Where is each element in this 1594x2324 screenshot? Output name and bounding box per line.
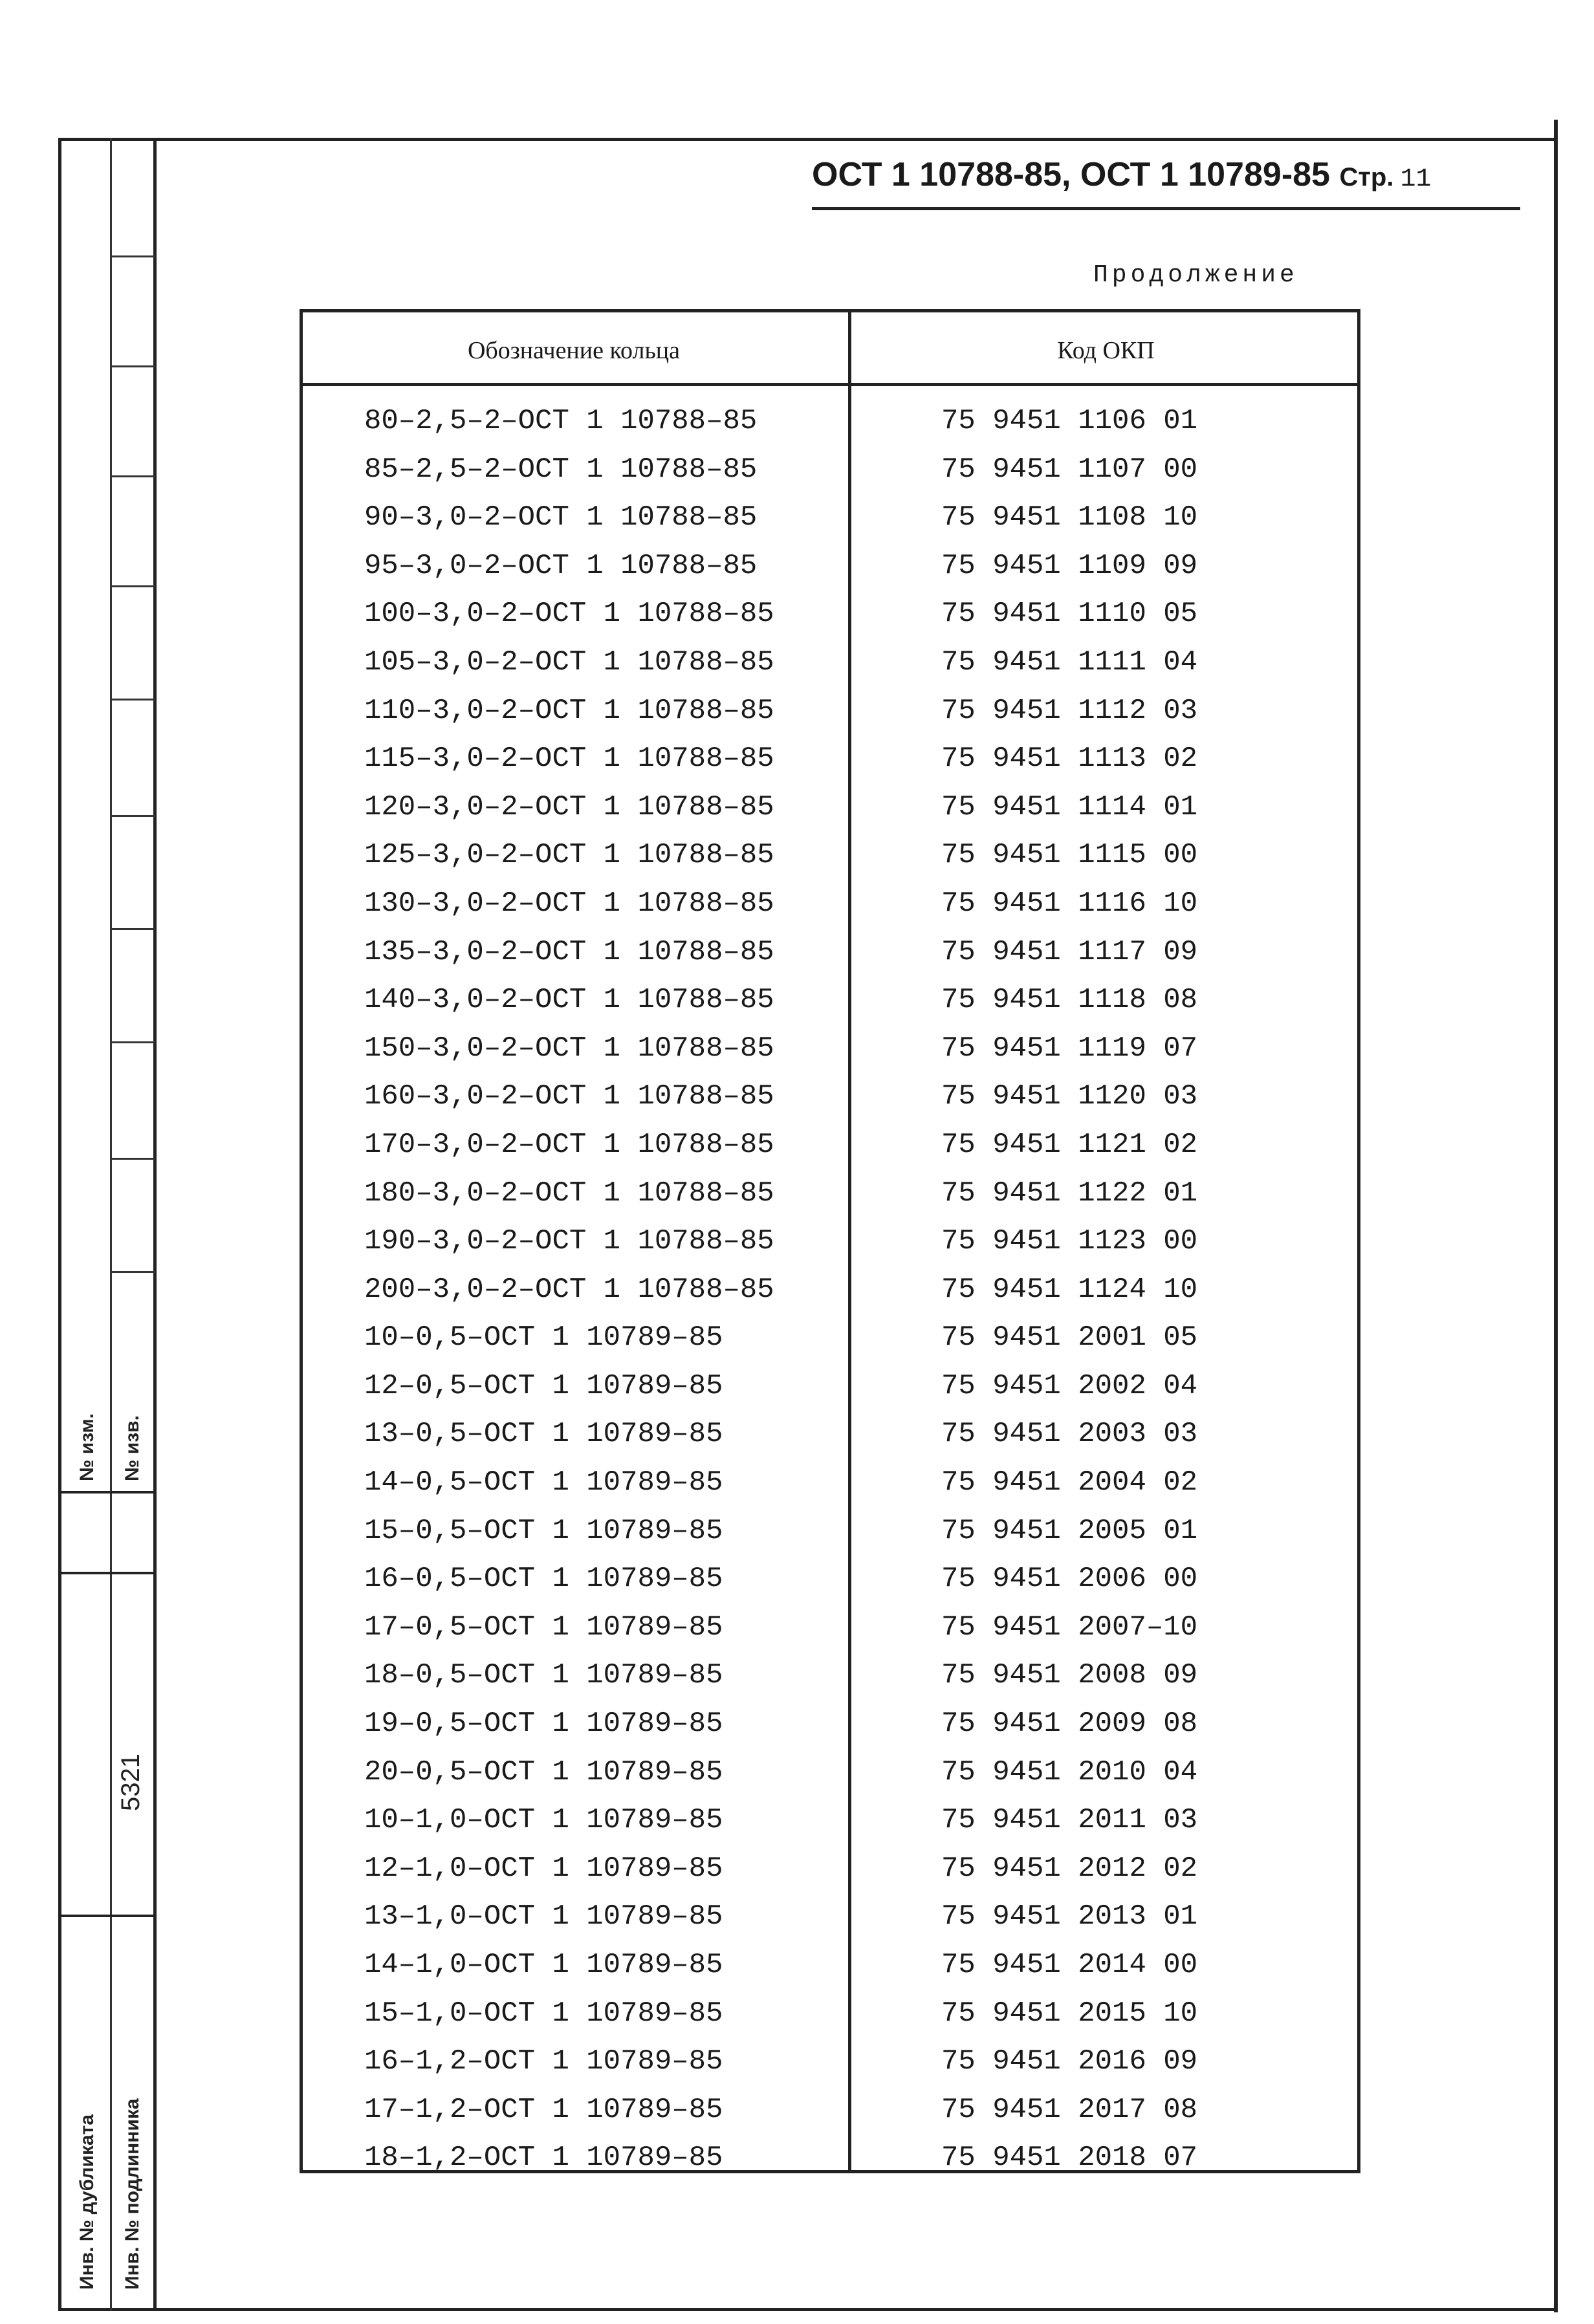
table-row [300,494,1360,542]
side-strip-tick [110,1158,155,1160]
table-row [300,1700,1360,1748]
okp-code: 75 9451 1113 02 [941,743,1198,776]
ring-designation: 125–3,0–2–ОСТ 1 10788–85 [364,839,774,872]
ring-designation: 120–3,0–2–ОСТ 1 10788–85 [364,790,774,823]
ring-designation: 135–3,0–2–ОСТ 1 10788–85 [364,935,774,968]
table-row [300,735,1360,783]
standard-number: ОСТ 1 10788-85, ОСТ 1 10789-85 [812,156,1330,193]
notice-no-label: № изв. [122,1415,143,1481]
page-number: 11 [1400,165,1432,194]
okp-code: 75 9451 2016 09 [941,2045,1198,2078]
table-row [300,1266,1360,1314]
side-strip-line [153,138,157,2311]
ring-designation: 16–1,2–ОСТ 1 10789–85 [364,2045,723,2078]
table-row [300,1459,1360,1507]
okp-code: 75 9451 1110 05 [941,598,1198,631]
side-strip-tick [110,1041,155,1043]
ring-designation: 85–2,5–2–ОСТ 1 10788–85 [364,453,758,486]
table-row [300,1555,1360,1603]
okp-code: 75 9451 2001 05 [941,1321,1198,1354]
ring-designation: 130–3,0–2–ОСТ 1 10788–85 [364,887,774,920]
duplicate-inv-label: Инв. № дубликата [76,2114,98,2290]
side-strip-divider [58,1915,155,1917]
table-row [300,1314,1360,1362]
column-header-designation: Обозначение кольца [467,337,680,364]
table-row [300,1025,1360,1073]
table-row [300,880,1360,928]
ring-designation: 90–3,0–2–ОСТ 1 10788–85 [364,501,758,534]
table-row [300,687,1360,735]
okp-code: 75 9451 2012 02 [941,1852,1198,1885]
column-header-okp: Код ОКП [1057,337,1155,364]
ring-designation: 13–0,5–ОСТ 1 10789–85 [364,1418,723,1451]
okp-code: 75 9451 2014 00 [941,1949,1198,1981]
header-underline [812,207,1520,210]
table-row [300,1507,1360,1556]
original-inv-value: 5321 [116,1754,145,1811]
ring-designation: 160–3,0–2–ОСТ 1 10788–85 [364,1080,774,1113]
okp-code: 75 9451 2002 04 [941,1369,1198,1402]
ring-designation: 105–3,0–2–ОСТ 1 10788–85 [364,646,774,679]
table-row [300,1362,1360,1411]
side-strip-line [110,138,112,2311]
okp-code: 75 9451 1111 04 [941,646,1198,679]
ring-designation: 150–3,0–2–ОСТ 1 10788–85 [364,1032,774,1065]
table-row [300,976,1360,1025]
table-row [300,446,1360,494]
frame-top-border [58,138,1558,141]
table-header-rule [300,383,1360,386]
original-inv-label: Инв. № подлинника [122,2098,143,2290]
ring-designation: 200–3,0–2–ОСТ 1 10788–85 [364,1273,774,1306]
continuation-label: Продолжение [1093,261,1298,289]
side-strip-tick [110,255,155,257]
ring-designation: 10–1,0–ОСТ 1 10789–85 [364,1804,723,1837]
ring-designation: 16–0,5–ОСТ 1 10789–85 [364,1563,723,1596]
table-row [300,1072,1360,1121]
okp-code: 75 9451 1124 10 [941,1273,1198,1306]
table-row [300,928,1360,977]
table-row [300,542,1360,591]
okp-code: 75 9451 2011 03 [941,1804,1198,1837]
ring-designation: 180–3,0–2–ОСТ 1 10788–85 [364,1177,774,1210]
side-strip-divider [58,1572,155,1574]
table-row [300,1748,1360,1797]
okp-code: 75 9451 1106 01 [941,405,1198,437]
side-strip-divider [58,1491,155,1493]
table-row [300,2086,1360,2134]
table-row [300,590,1360,638]
okp-code: 75 9451 2003 03 [941,1418,1198,1451]
okp-code: 75 9451 1121 02 [941,1128,1198,1161]
frame-left-border [58,138,61,2311]
side-strip-tick [110,928,155,930]
okp-code: 75 9451 1107 00 [941,453,1198,486]
ring-designation: 100–3,0–2–ОСТ 1 10788–85 [364,598,774,631]
frame-bottom-border [58,2308,1558,2311]
okp-code: 75 9451 1109 09 [941,549,1198,582]
table-row [300,397,1360,446]
table-row [300,1603,1360,1652]
okp-code: 75 9451 2015 10 [941,1997,1198,2030]
okp-code: 75 9451 2007–10 [941,1611,1198,1644]
ring-designation: 14–1,0–ОСТ 1 10789–85 [364,1949,723,1981]
ring-designation: 110–3,0–2–ОСТ 1 10788–85 [364,694,774,727]
side-strip-tick [110,815,155,817]
ring-designation: 95–3,0–2–ОСТ 1 10788–85 [364,549,758,582]
side-strip-tick [110,699,155,700]
okp-code: 75 9451 2005 01 [941,1514,1198,1547]
table-row [300,1410,1360,1459]
table-row [300,1217,1360,1266]
ring-designation: 115–3,0–2–ОСТ 1 10788–85 [364,743,774,776]
okp-code: 75 9451 2010 04 [941,1755,1198,1788]
ring-designation: 190–3,0–2–ОСТ 1 10788–85 [364,1225,774,1258]
table-row [300,831,1360,880]
ring-designation: 14–0,5–ОСТ 1 10789–85 [364,1466,723,1499]
side-strip-tick [110,475,155,477]
okp-code: 75 9451 1116 10 [941,887,1198,920]
okp-code: 75 9451 2017 08 [941,2093,1198,2126]
ring-designation: 18–0,5–ОСТ 1 10789–85 [364,1659,723,1692]
side-strip-tick [110,585,155,587]
ring-designation: 15–1,0–ОСТ 1 10789–85 [364,1997,723,2030]
okp-code: 75 9451 2018 07 [941,2142,1198,2175]
table-row [300,1893,1360,1941]
ring-designation: 17–0,5–ОСТ 1 10789–85 [364,1611,723,1644]
okp-code: 75 9451 2004 02 [941,1466,1198,1499]
table-row [300,1121,1360,1169]
table-row [300,1990,1360,2038]
table-row [300,1169,1360,1218]
okp-code: 75 9451 2013 01 [941,1900,1198,1933]
okp-code: 75 9451 1115 00 [941,839,1198,872]
change-no-label: № изм. [76,1413,98,1481]
side-strip-tick [110,1271,155,1273]
okp-code: 75 9451 1123 00 [941,1225,1198,1258]
ring-designation: 140–3,0–2–ОСТ 1 10788–85 [364,984,774,1017]
table-row [300,1845,1360,1893]
table-row [300,638,1360,687]
frame-right-border [1554,120,1558,2312]
ring-designation: 15–0,5–ОСТ 1 10789–85 [364,1514,723,1547]
okp-code: 75 9451 1120 03 [941,1080,1198,1113]
table-row [300,2134,1360,2182]
ring-designation: 17–1,2–ОСТ 1 10789–85 [364,2093,723,2126]
ring-designation: 12–1,0–ОСТ 1 10789–85 [364,1852,723,1885]
ring-designation: 18–1,2–ОСТ 1 10789–85 [364,2142,723,2175]
okp-code: 75 9451 2009 08 [941,1708,1198,1741]
ring-designation: 13–1,0–ОСТ 1 10789–85 [364,1900,723,1933]
ring-designation: 80–2,5–2–ОСТ 1 10788–85 [364,405,758,437]
ring-designation: 20–0,5–ОСТ 1 10789–85 [364,1755,723,1788]
okp-code: 75 9451 2006 00 [941,1563,1198,1596]
okp-code: 75 9451 1118 08 [941,984,1198,1017]
okp-code: 75 9451 1122 01 [941,1177,1198,1210]
ring-designation: 170–3,0–2–ОСТ 1 10788–85 [364,1128,774,1161]
table-row [300,783,1360,832]
ring-designation: 10–0,5–ОСТ 1 10789–85 [364,1321,723,1354]
ring-designation: 12–0,5–ОСТ 1 10789–85 [364,1369,723,1402]
table-row [300,1941,1360,1990]
okp-code: 75 9451 1119 07 [941,1032,1198,1065]
okp-code: 75 9451 2008 09 [941,1659,1198,1692]
okp-code: 75 9451 1117 09 [941,935,1198,968]
okp-code: 75 9451 1114 01 [941,790,1198,823]
document-header [812,155,1431,194]
okp-code: 75 9451 1112 03 [941,694,1198,727]
table-row [300,1796,1360,1845]
page-label: Стр. [1339,163,1394,191]
ring-designation: 19–0,5–ОСТ 1 10789–85 [364,1708,723,1741]
side-strip-tick [110,365,155,367]
table-row [300,2037,1360,2086]
okp-code: 75 9451 1108 10 [941,501,1198,534]
table-body [300,397,1360,2182]
table-row [300,1651,1360,1700]
